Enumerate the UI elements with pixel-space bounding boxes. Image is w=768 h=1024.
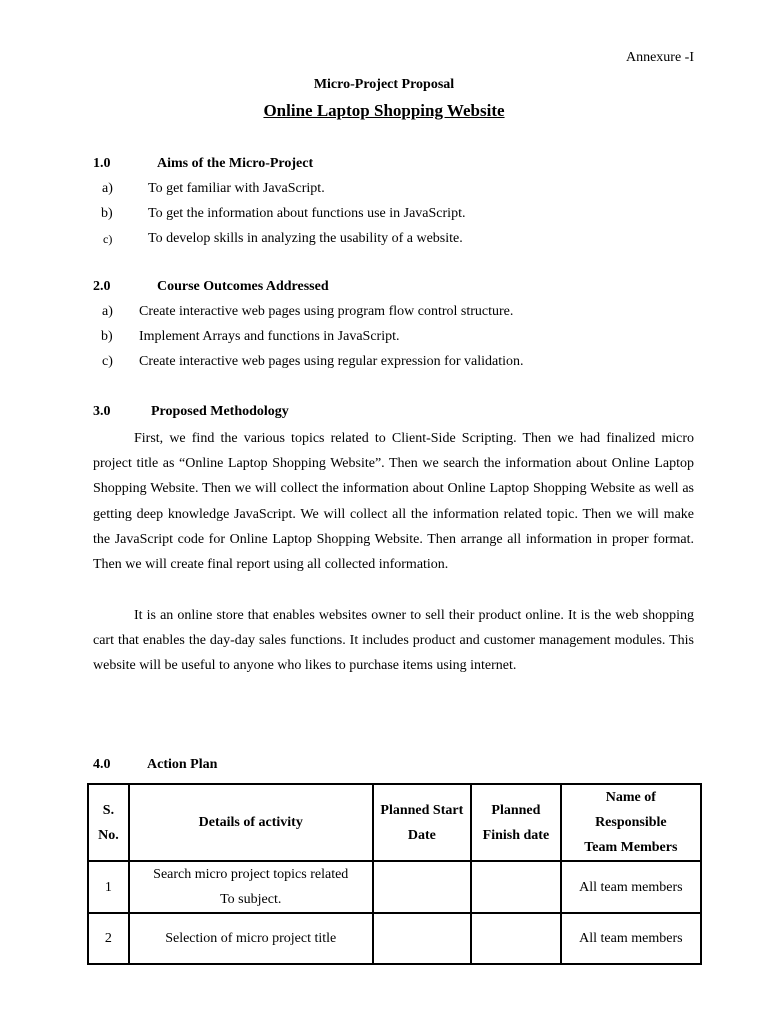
header-responsible-line3: Team Members (584, 840, 678, 855)
header-planned-start (373, 784, 472, 861)
cell-details-line1: Search micro project topics related (153, 867, 349, 882)
section-2-item-text: Implement Arrays and functions in JavaScript. (139, 329, 400, 344)
section-1-item-text: To develop skills in analyzing the usability of a website. (148, 231, 463, 246)
section-1-number: 1.0 (93, 156, 111, 171)
header-planned-start-line1: Planned Start (380, 802, 464, 818)
table-row (88, 913, 701, 964)
cell-members: All team members (561, 861, 701, 913)
section-2-item-letter: b) (101, 329, 113, 344)
header-details: Details of activity (129, 784, 373, 861)
methodology-paragraph: First, we find the various topics related to Client-Side Scripting. Then we had finalized micro project title as “Online Laptop Shopping Website”. Then we search the information about Online Laptop Shopping Website. Then we will collect the information about Online Laptop Shopping Website as well as getting deep knowledge JavaScript. We will collect all the information related topic. Then we will make the JavaScript code for Online Laptop Shopping Website. Then arrange all information in proper format. Then we will create final report using all collected information. (93, 431, 694, 573)
cell-details (129, 861, 373, 913)
section-1-item-text: To get the information about functions use in JavaScript. (148, 206, 466, 221)
cell-start (373, 861, 472, 913)
cell-finish (471, 861, 561, 913)
section-2-item-text: Create interactive web pages using program flow control structure. (139, 304, 514, 319)
section-1-item-text: To get familiar with JavaScript. (148, 181, 325, 196)
header-responsible-line1: Name of (605, 790, 656, 805)
cell-details-line2: To subject. (220, 892, 282, 907)
cell-start (373, 913, 472, 964)
cell-members: All team members (561, 913, 701, 964)
header-planned-finish-line2: Finish date (482, 827, 550, 843)
cell-sno: 2 (88, 913, 129, 964)
annexure-label: Annexure -I (625, 50, 694, 65)
section-3-title: Proposed Methodology (151, 404, 289, 419)
section-2-number: 2.0 (93, 279, 111, 294)
header-sno: S. No. (88, 784, 129, 861)
methodology-paragraph: It is an online store that enables websites owner to sell their product online. It is the web shopping cart that enables the day-day sales functions. It includes product and customer management modules. This website will be useful to anyone who likes to purchase items using internet. (93, 608, 694, 674)
section-1-item-letter: b) (101, 206, 113, 221)
header-responsible-line2: Responsible (595, 815, 667, 830)
header-planned-start-line2: Date (407, 827, 436, 843)
cell-details: Selection of micro project title (129, 913, 373, 964)
cell-finish (471, 913, 561, 964)
section-2-item-text: Create interactive web pages using regular expression for validation. (139, 354, 524, 369)
proposal-label: Micro-Project Proposal (313, 77, 455, 92)
section-1-item-letter: a) (102, 181, 113, 196)
table-header-row (88, 784, 701, 861)
header-planned-finish-line1: Planned (491, 802, 541, 818)
section-1-item-letter: c) (103, 232, 113, 246)
action-plan-table (87, 783, 702, 965)
section-4-number: 4.0 (93, 757, 111, 772)
page-title: Online Laptop Shopping Website (263, 101, 505, 120)
table-row (88, 861, 701, 913)
section-2-item-letter: c) (102, 354, 113, 369)
header-planned-finish (471, 784, 561, 861)
section-4-title: Action Plan (147, 757, 218, 772)
cell-sno: 1 (88, 861, 129, 913)
section-3-number: 3.0 (93, 404, 111, 419)
header-responsible (561, 784, 701, 861)
section-1-title: Aims of the Micro-Project (157, 156, 314, 171)
section-2-title: Course Outcomes Addressed (157, 279, 329, 294)
section-2-item-letter: a) (102, 304, 113, 319)
